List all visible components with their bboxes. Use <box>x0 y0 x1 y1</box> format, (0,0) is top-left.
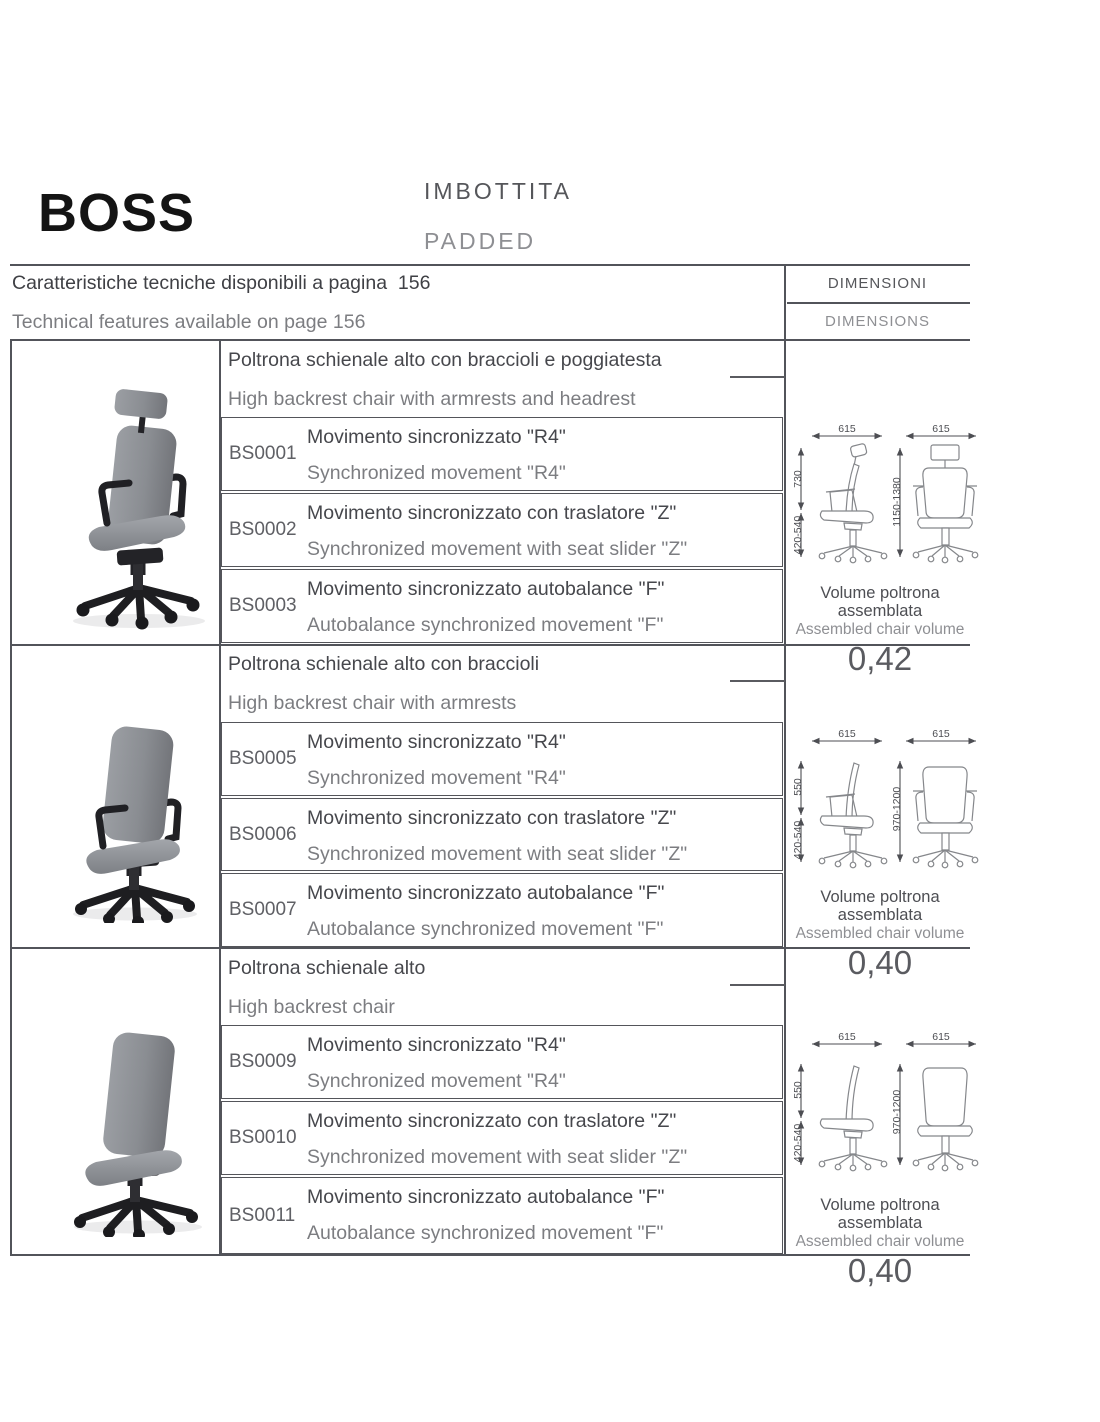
dimension-diagram <box>792 1032 982 1174</box>
side-view-drawing <box>819 763 887 868</box>
product-desc-italian: Movimento sincronizzato "R4" <box>307 731 566 753</box>
product-row <box>221 722 783 796</box>
dimensions-header-english: DIMENSIONS <box>824 313 930 330</box>
volume-block <box>785 584 975 678</box>
dim-back-height: 730 <box>792 470 804 488</box>
product-title: BOSS <box>38 183 196 243</box>
header-note-line <box>730 680 785 682</box>
subtitle-italian: IMBOTTITA <box>424 178 572 204</box>
volume-label-italian: Volume poltrona assemblata <box>820 888 940 925</box>
dim-side-width: 615 <box>838 729 856 740</box>
product-code: BS0003 <box>229 595 297 616</box>
product-desc-italian: Movimento sincronizzato "R4" <box>307 1034 566 1056</box>
dimension-column-divider <box>784 264 786 1255</box>
product-desc-english: Autobalance synchronized movement "F" <box>307 918 664 940</box>
product-row <box>221 873 783 947</box>
section-header-english: High backrest chair with armrests and headrest <box>228 388 636 410</box>
product-desc-english: Synchronized movement with seat slider "Z" <box>307 538 688 560</box>
volume-block <box>785 1196 975 1290</box>
volume-value: 0,42 <box>847 640 913 678</box>
front-view-drawing <box>913 767 978 868</box>
dim-seat-height: 420-540 <box>792 515 804 555</box>
volume-block <box>785 888 975 982</box>
product-desc-italian: Movimento sincronizzato autobalance "F" <box>307 578 665 600</box>
section-header-english: High backrest chair <box>228 996 395 1018</box>
table-left-border <box>10 339 12 1255</box>
product-row <box>221 1025 783 1099</box>
product-row <box>221 1177 783 1254</box>
dim-front-width: 615 <box>932 729 950 740</box>
product-desc-italian: Movimento sincronizzato autobalance "F" <box>307 882 665 904</box>
volume-value: 0,40 <box>847 1252 913 1290</box>
section-header-english: High backrest chair with armrests <box>228 692 517 714</box>
product-desc-italian: Movimento sincronizzato "R4" <box>307 426 566 448</box>
dim-back-height: 550 <box>792 1081 804 1099</box>
header-top-rule <box>10 264 970 266</box>
product-desc-english: Synchronized movement "R4" <box>307 1070 566 1092</box>
volume-label-english: Assembled chair volume <box>795 924 965 942</box>
dim-front-width: 615 <box>932 424 950 435</box>
product-code: BS0009 <box>229 1051 297 1072</box>
product-desc-italian: Movimento sincronizzato con traslatore "Z" <box>307 807 677 829</box>
product-desc-italian: Movimento sincronizzato autobalance "F" <box>307 1186 665 1208</box>
chair-photo-armrests <box>55 718 215 923</box>
dim-side-width: 615 <box>838 1032 856 1043</box>
volume-label-english: Assembled chair volume <box>795 620 965 638</box>
dim-side-width: 615 <box>838 424 856 435</box>
subtitle-english: PADDED <box>424 228 537 254</box>
product-code: BS0007 <box>229 899 297 920</box>
product-desc-english: Autobalance synchronized movement "F" <box>307 614 664 636</box>
dim-seat-height: 420-540 <box>792 820 804 860</box>
dim-total-height: 1150-1380 <box>891 477 903 527</box>
dim-seat-height: 420-540 <box>792 1123 804 1163</box>
product-desc-english: Synchronized movement with seat slider "Z" <box>307 843 688 865</box>
dim-back-height: 550 <box>792 778 804 796</box>
dim-total-height: 970-1200 <box>891 786 903 832</box>
volume-label-italian: Volume poltrona assemblata <box>820 584 940 621</box>
product-row <box>221 569 783 643</box>
header-note-line <box>730 984 785 986</box>
product-desc-english: Synchronized movement "R4" <box>307 462 566 484</box>
product-desc-english: Synchronized movement with seat slider "Z" <box>307 1146 688 1168</box>
product-code: BS0001 <box>229 443 297 464</box>
product-desc-english: Synchronized movement "R4" <box>307 767 566 789</box>
dim-front-width: 615 <box>932 1032 950 1043</box>
dimension-diagram <box>792 729 982 871</box>
product-desc-italian: Movimento sincronizzato con traslatore "Z" <box>307 1110 677 1132</box>
side-view-drawing <box>819 1066 887 1171</box>
volume-label-italian: Volume poltrona assemblata <box>820 1196 940 1233</box>
volume-value: 0,40 <box>847 944 913 982</box>
side-view-drawing <box>819 443 887 563</box>
product-desc-english: Autobalance synchronized movement "F" <box>307 1222 664 1244</box>
chair-photo-headrest-armrests <box>55 383 220 633</box>
dimensions-header-divider <box>787 302 970 304</box>
front-view-drawing <box>913 1068 978 1171</box>
product-row <box>221 493 783 567</box>
product-desc-italian: Movimento sincronizzato con traslatore "Z" <box>307 502 677 524</box>
product-code: BS0010 <box>229 1127 297 1148</box>
volume-label-english: Assembled chair volume <box>795 1232 965 1250</box>
chair-photo-no-armrests <box>50 1022 220 1237</box>
section-header-italian: Poltrona schienale alto con braccioli e poggiatesta <box>228 349 662 371</box>
product-row <box>221 417 783 491</box>
product-code: BS0011 <box>229 1204 296 1226</box>
front-view-drawing <box>913 445 978 563</box>
dimension-diagram <box>792 424 982 566</box>
header-bottom-rule <box>10 339 970 341</box>
tech-note-italian: Caratteristiche tecniche disponibili a pagina 156 <box>12 272 431 294</box>
tech-note-english: Technical features available on page 156 <box>12 311 366 333</box>
header-note-line <box>730 376 785 378</box>
dimensions-header-italian: DIMENSIONI <box>827 275 928 292</box>
dim-total-height: 970-1200 <box>891 1089 903 1135</box>
section-header-italian: Poltrona schienale alto con braccioli <box>228 653 540 675</box>
product-code: BS0006 <box>229 823 297 845</box>
product-row <box>221 1101 783 1175</box>
product-code: BS0005 <box>229 748 297 769</box>
product-row <box>221 798 783 871</box>
section-header-italian: Poltrona schienale alto <box>228 957 426 979</box>
product-code: BS0002 <box>229 519 297 540</box>
